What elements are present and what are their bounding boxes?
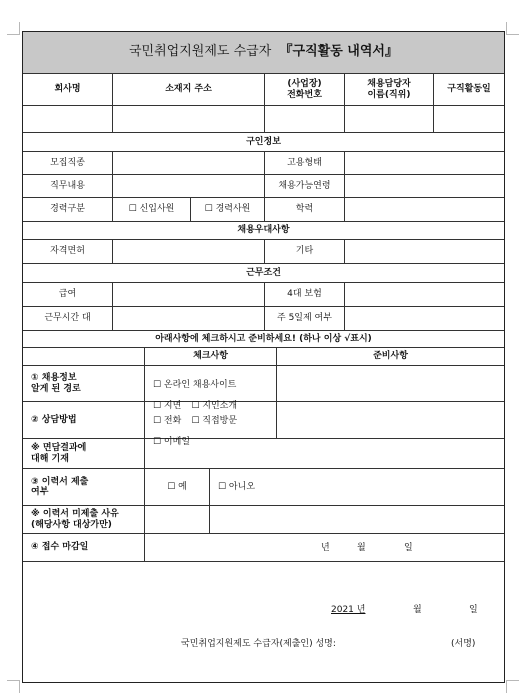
q4-month: 월 [357,543,366,553]
footer-signer: 국민취업지원제도 수급자(제출인) 성명: [181,639,336,649]
work-hours-input[interactable] [113,307,265,331]
date-input[interactable] [434,106,504,133]
label-etc: 기타 [265,240,345,264]
insurance-input[interactable] [345,283,504,307]
label-salary: 급여 [23,283,113,307]
reason-label: ※ 이력서 미제출 사유 (해당사항 대상가만) [23,506,145,534]
q2-options [145,402,277,448]
signature-area [23,562,504,682]
q2-option-email[interactable]: ☐ 이메일 [153,437,191,448]
license-input[interactable] [113,240,265,264]
result-label: ※ 면담결과에 대해 기재 [23,439,145,469]
reason-blank [145,506,210,534]
q1-options [145,366,277,412]
label-job-field: 모집직종 [23,152,113,175]
col-date: 구직활동일 [434,74,504,106]
employment-type-input[interactable] [345,152,504,175]
crop-mark-top-left [7,22,20,35]
salary-input[interactable] [113,283,265,307]
label-work-hours: 근무시간 대 [23,307,113,331]
label-insurance: 4대 보험 [265,283,345,307]
label-career: 경력구분 [23,198,113,222]
label-duty: 직무내용 [23,175,113,198]
q4-label: ④ 접수 마감일 [23,534,145,562]
q1-option-online[interactable]: ☐ 온라인 채용사이트 [153,380,237,391]
checkbox-experienced[interactable]: ☐ 경력사원 [191,198,265,222]
q4-deadline-input[interactable] [145,534,504,562]
q3-no[interactable]: ☐ 아니오 [210,469,277,506]
result-input[interactable] [145,439,504,469]
job-field-input[interactable] [113,152,265,175]
check-notice: 아래사항에 체크하시고 준비하세요! (하나 이상 √표시) [23,331,504,348]
label-employment-type: 고용형태 [265,152,345,175]
q3-yes[interactable]: ☐ 예 [145,469,210,506]
address-input[interactable] [113,106,265,133]
label-age: 채용가능연령 [265,175,345,198]
reason-input[interactable] [210,506,504,534]
footer-seal[interactable]: (서명) [451,639,476,649]
q2-label: ② 상담방법 [23,402,145,439]
duty-input[interactable] [113,175,265,198]
q2-option-visit[interactable]: ☐ 직접방문 [191,416,238,427]
col-address: 소재지 주소 [113,74,265,106]
manager-input[interactable] [345,106,434,133]
col-company: 회사명 [23,74,113,106]
activity-report-form [22,31,505,683]
q2-option-phone[interactable]: ☐ 전화 [153,416,182,427]
col-manager: 채용담당자 이름(직위) [345,74,434,106]
footer-year: 2021 년 [331,605,366,615]
age-input[interactable] [345,175,504,198]
company-input[interactable] [23,106,113,133]
q1-option-referral[interactable]: ☐ 지인소개 [191,401,238,412]
col-phone: (사업장) 전화번호 [265,74,345,106]
crop-mark-bottom-right [506,680,519,693]
form-title-emphasis: 『구직활동 내역서』 [279,44,398,60]
form-title-main: 국민취업지원제도 수급자 [129,44,272,60]
phone-input[interactable] [265,106,345,133]
footer-month: 월 [413,605,422,615]
q4-year: 년 [321,543,330,553]
label-license: 자격면허 [23,240,113,264]
education-input[interactable] [345,198,504,222]
section-job-info: 구인정보 [23,133,504,152]
q4-day: 일 [404,543,413,553]
crop-mark-bottom-left [7,680,20,693]
q1-label: ① 채용정보 알게 된 경로 [23,366,145,402]
check-head-blank [23,348,145,366]
q3-prep-input[interactable] [277,469,504,506]
q1-option-print[interactable]: ☐ 지면 [153,401,182,412]
q3-label: ③ 이력서 제출 여부 [23,469,145,506]
five-day-week-input[interactable] [345,307,504,331]
label-education: 학력 [265,198,345,222]
crop-mark-top-right [506,22,519,35]
section-work-conditions: 근무조건 [23,264,504,283]
label-five-day-week: 주 5일제 여부 [265,307,345,331]
form-title [23,32,504,74]
etc-input[interactable] [345,240,504,264]
check-head-prep: 준비사항 [277,348,504,366]
checkbox-new-hire[interactable]: ☐ 신입사원 [113,198,191,222]
footer-day: 일 [469,605,478,615]
section-preferences: 채용우대사항 [23,222,504,240]
q1-prep-input[interactable] [277,366,504,402]
q2-prep-input[interactable] [277,402,504,439]
check-head-check: 체크사항 [145,348,277,366]
